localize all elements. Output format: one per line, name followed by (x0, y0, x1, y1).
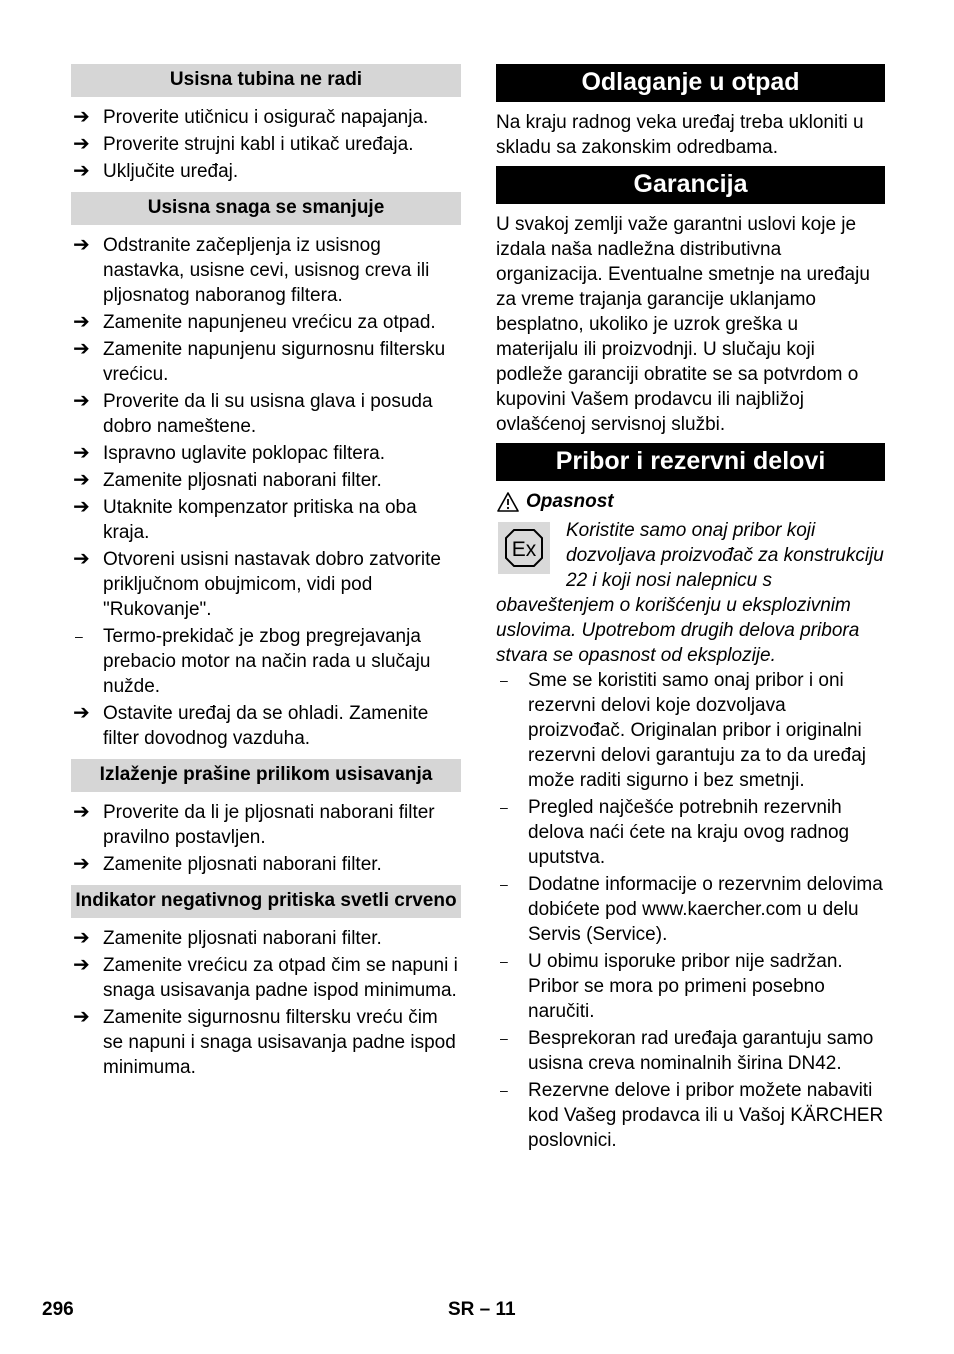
list-item-text: Pregled najčešće potrebnih rezervnih delova naći ćete na kraju ovog radnog uputstva. (528, 797, 850, 868)
section-heading: Usisna tubina ne radi (71, 64, 461, 97)
dash-bullet-icon: – (500, 799, 508, 815)
disposal-heading: Odlaganje u otpad (496, 64, 885, 102)
list-item (71, 132, 461, 157)
disposal-text: Na kraju radnog veka uređaj treba ukloniti u skladu sa zakonskim odredbama. (496, 112, 864, 158)
right-column (496, 64, 885, 1161)
dash-bullet-icon: – (75, 628, 83, 644)
list-item-text: Proverite strujni kabl i utikač uređaja. (103, 134, 414, 155)
list-item-text: Rezervne delove i pribor možete nabaviti kod Vašeg prodavca ili u Vašoj KÄRCHER poslovnici. (528, 1080, 884, 1151)
list-item (71, 310, 461, 335)
list-item (71, 468, 461, 493)
arrow-bullet-icon: ➔ (73, 311, 90, 333)
arrow-bullet-icon: ➔ (73, 1006, 90, 1028)
list-item (71, 337, 461, 387)
list-item-text: Proverite utičnicu i osigurač napajanja. (103, 107, 429, 128)
danger-text: Koristite samo onaj pribor koji dozvoljava proizvođač za konstrukciju 22 i koji nosi nalepnicu s obaveštenjem o korišćenju u eksplozivnim uslovima. Upotrebom drugih delova pribora stvara se opasnost od eksplozije. (496, 520, 884, 666)
list-item (71, 105, 461, 130)
list-item (71, 547, 461, 622)
list-item (71, 1005, 461, 1080)
list-item-text: Zamenite sigurnosnu filtersku vreću čim se napuni i snaga usisavanja padne ispod minimuma. (103, 1007, 456, 1078)
list-item (496, 1078, 885, 1153)
arrow-bullet-icon: ➔ (73, 106, 90, 128)
list-item-text: Dodatne informacije o rezervnim delovima dobićete pod www.kaercher.com u delu Servis (Service). (528, 874, 883, 945)
list-item (71, 159, 461, 184)
list-item-text: Ostavite uređaj da se ohladi. Zamenite filter dovodnog vazduha. (103, 703, 429, 749)
arrow-bullet-icon: ➔ (73, 390, 90, 412)
arrow-bullet-icon: ➔ (73, 496, 90, 518)
arrow-bullet-icon: ➔ (73, 548, 90, 570)
arrow-bullet-icon: ➔ (73, 469, 90, 491)
list-item-text: Zamenite pljosnati naborani filter. (103, 470, 382, 491)
arrow-bullet-icon: ➔ (73, 702, 90, 724)
list-item-text: Sme se koristiti samo onaj pribor i oni rezervni delovi koje dozvoljava proizvođač. Originalan pribor i originalni rezervni delovi garantuju za to da uređaj može raditi sigurno i bez smetnji. (528, 670, 866, 791)
list-item (496, 1026, 885, 1076)
warning-triangle-icon (496, 491, 520, 513)
list-item-text: Odstranite začepljenja iz usisnog nastavka, usisne cevi, usisnog creva ili pljosnatog naboranog filtera. (103, 235, 430, 306)
list-item-text: Uključite uređaj. (103, 161, 239, 182)
arrow-bullet-icon: ➔ (73, 954, 90, 976)
list-item (71, 701, 461, 751)
section-heading: Indikator negativnog pritiska svetli crveno (71, 885, 461, 918)
danger-label: Opasnost (526, 491, 614, 512)
list-item (71, 953, 461, 1003)
dash-bullet-icon: – (500, 672, 508, 688)
list-item-text: Proverite da li je pljosnati naborani filter pravilno postavljen. (103, 802, 435, 848)
explosion-protection-icon (498, 522, 550, 574)
list-item (71, 624, 461, 699)
list-item (496, 668, 885, 793)
arrow-bullet-icon: ➔ (73, 133, 90, 155)
list-item (71, 926, 461, 951)
list-item (71, 233, 461, 308)
accessories-heading: Pribor i rezervni delovi (496, 443, 885, 481)
arrow-bullet-icon: ➔ (73, 160, 90, 182)
list-item (496, 872, 885, 947)
dash-bullet-icon: – (500, 1082, 508, 1098)
list-item (71, 495, 461, 545)
list-item (496, 949, 885, 1024)
list-item-text: Ispravno uglavite poklopac filtera. (103, 443, 385, 464)
arrow-bullet-icon: ➔ (73, 801, 90, 823)
list-item-text: Zamenite napunjenu sigurnosnu filtersku vrećicu. (103, 339, 446, 385)
list-item-text: U obimu isporuke pribor nije sadržan. Pribor se mora po primeni posebno naručiti. (528, 951, 843, 1022)
list-item-text: Zamenite napunjeneu vrećicu za otpad. (103, 312, 436, 333)
list-item-text: Zamenite pljosnati naborani filter. (103, 928, 382, 949)
troubleshooting-list (71, 800, 461, 877)
section-label: SR – 11 (448, 1299, 516, 1320)
troubleshooting-list (71, 926, 461, 1080)
list-item-text: Zamenite vrećicu za otpad čim se napuni i snaga usisavanja padne ispod minimuma. (103, 955, 458, 1001)
arrow-bullet-icon: ➔ (73, 338, 90, 360)
list-item (496, 795, 885, 870)
list-item-text: Zamenite pljosnati naborani filter. (103, 854, 382, 875)
arrow-bullet-icon: ➔ (73, 927, 90, 949)
list-item (71, 389, 461, 439)
danger-notice (496, 489, 885, 514)
ex-label: Ex (511, 538, 537, 561)
list-item-text: Proverite da li su usisna glava i posuda dobro nameštene. (103, 391, 433, 437)
arrow-bullet-icon: ➔ (73, 442, 90, 464)
list-item (71, 441, 461, 466)
warranty-text: U svakoj zemlji važe garantni uslovi koje je izdala naša nadležna distributivna organizacija. Eventualne smetnje na uređaju za vreme trajanja garancije uklanjamo besplatno, ukoliko je uzrok greška u materijalu ili proizvodnji. U slučaju koji podleže garanciji obratite se sa potvrdom o kupovini Vašem prodavcu ili najbližoj ovlašćenoj servisnoj službi. (496, 214, 870, 435)
list-item-text: Utaknite kompenzator pritiska na oba kraja. (103, 497, 417, 543)
page-number: 296 (42, 1299, 74, 1320)
troubleshooting-list (71, 105, 461, 184)
troubleshooting-list (71, 233, 461, 751)
list-item-text: Termo-prekidač je zbog pregrejavanja prebacio motor na način rada u slučaju nužde. (103, 626, 431, 697)
list-item (71, 800, 461, 850)
list-item (71, 852, 461, 877)
dash-bullet-icon: – (500, 1030, 508, 1046)
left-column (71, 64, 461, 1088)
dash-bullet-icon: – (500, 876, 508, 892)
ex-warning-block (496, 518, 885, 668)
section-heading: Usisna snaga se smanjuje (71, 192, 461, 225)
section-heading: Izlaženje prašine prilikom usisavanja (71, 759, 461, 792)
arrow-bullet-icon: ➔ (73, 234, 90, 256)
accessories-list (496, 668, 885, 1153)
list-item-text: Besprekoran rad uređaja garantuju samo usisna creva nominalnih širina DN42. (528, 1028, 874, 1074)
list-item-text: Otvoreni usisni nastavak dobro zatvorite priključnom obujmicom, vidi pod "Rukovanje". (103, 549, 441, 620)
warranty-heading: Garancija (496, 166, 885, 204)
arrow-bullet-icon: ➔ (73, 853, 90, 875)
dash-bullet-icon: – (500, 953, 508, 969)
